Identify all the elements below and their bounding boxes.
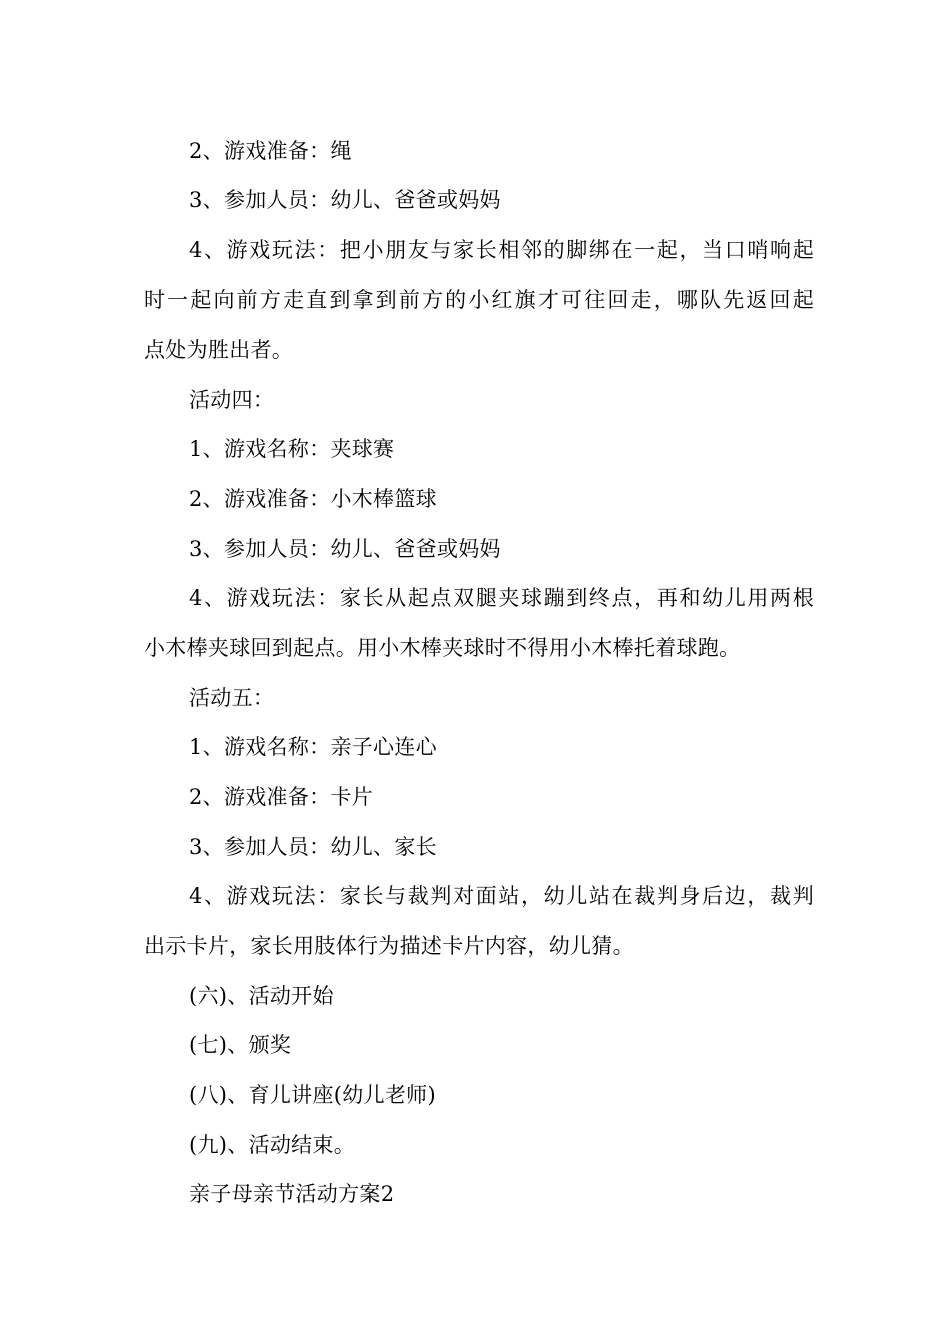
plan-two-title: 亲子母亲节活动方案2 (189, 1182, 395, 1206)
activity-five-heading: 活动五： (189, 686, 275, 710)
game4-preparation: 2、游戏准备：小木棒篮球 (189, 487, 437, 511)
game4-rules-line-1: 4、游戏玩法：家长从起点双腿夹球蹦到终点，再和幼儿用两根 (189, 586, 814, 610)
section-six: (六)、活动开始 (189, 984, 334, 1008)
game5-rules-line-2: 出示卡片，家长用肢体行为描述卡片内容，幼儿猜。 (144, 934, 634, 958)
game4-rules-line-2: 小木棒夹球回到起点。用小木棒夹球时不得用小木棒托着球跑。 (144, 636, 741, 660)
section-seven: (七)、颁奖 (189, 1033, 292, 1057)
section-nine: (九)、活动结束。 (189, 1133, 356, 1157)
game3-rules-line-1: 4、游戏玩法：把小朋友与家长相邻的脚绑在一起，当口哨响起 (189, 238, 814, 262)
section-eight: (八)、育儿讲座(幼儿老师) (189, 1083, 436, 1107)
game5-participants: 3、参加人员：幼儿、家长 (189, 835, 437, 859)
game4-name: 1、游戏名称：夹球赛 (189, 437, 395, 461)
game5-name: 1、游戏名称：亲子心连心 (189, 735, 437, 759)
game5-preparation: 2、游戏准备：卡片 (189, 785, 374, 809)
game3-rules-line-2: 时一起向前方走直到拿到前方的小红旗才可往回走，哪队先返回起 (144, 288, 814, 312)
game3-rules-line-3: 点处为胜出者。 (144, 338, 294, 362)
game3-preparation: 2、游戏准备：绳 (189, 139, 352, 163)
activity-four-heading: 活动四： (189, 388, 275, 412)
game5-rules-line-1: 4、游戏玩法：家长与裁判对面站，幼儿站在裁判身后边，裁判 (189, 884, 814, 908)
game4-participants: 3、参加人员：幼儿、爸爸或妈妈 (189, 537, 501, 561)
game3-participants: 3、参加人员：幼儿、爸爸或妈妈 (189, 188, 501, 212)
